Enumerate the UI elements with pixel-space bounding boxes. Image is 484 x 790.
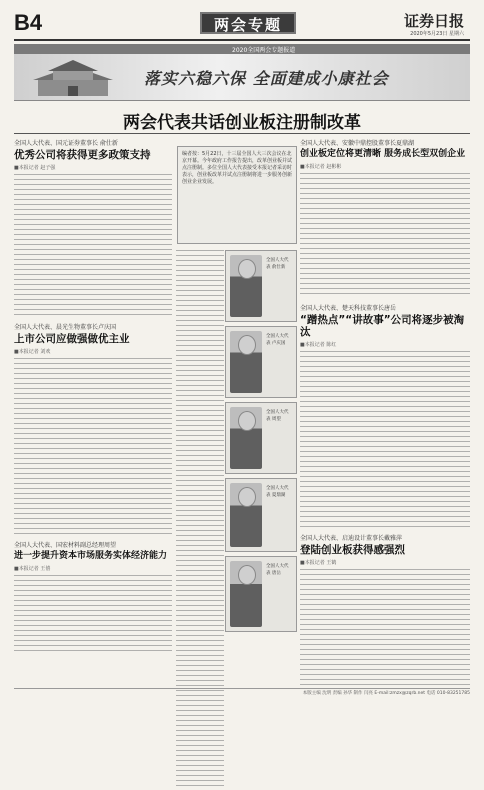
photo-caption: 全国人大代表 周望 [266,410,289,422]
article-title: 优秀公司将获得更多政策支持 [14,149,151,161]
article-byline: ■本报记者 刘欢 [14,349,51,355]
article-title: 登陆创业板获得感强烈 [300,544,405,556]
banner-slogan: 落实六稳六保 全面建成小康社会 [144,69,389,88]
page-number: B4 [14,10,43,35]
article-body [14,575,172,653]
article-body [14,358,172,534]
special-banner [14,44,470,101]
editor-note-box [177,146,297,244]
portrait-head [238,565,256,585]
right-column [300,138,470,687]
article-title: 创业板定位将更清晰 服务成长型双创企业 [300,149,466,159]
tiananmen-icon [28,58,118,98]
editor-note-text: 编者按：5月22日，十三届全国人大三次会议在北京开幕。今年政府工作报告提出，改革创业板并试点注册制。多位全国人大代表接受本报记者采访时表示，创业板改革并试点注册制将进一步服务创新创业企业发展。 [182,151,293,185]
photo-caption: 全国人大代表 唐岳 [266,564,289,576]
article-kicker: 全国人大代表、安徽中鼎控股董事长夏鼎湖 [300,140,415,147]
article-title: “蹭热点”“讲故事”公司将逐步被淘汰 [300,314,465,338]
article-body [300,351,470,527]
main-headline: 两会代表共话创业板注册制改革 [123,113,361,133]
portrait-photo [225,250,297,322]
issue-date: 2020年5月23日 星期六 [410,31,464,37]
article-byline: ■本报记者 王僖 [14,566,51,572]
page-footer: 本版主编 沈明 责编 孙华 制作 闫亮 E-mail:zmzx@zqrb.net 电话 010-83251785 [14,688,470,696]
article-kicker: 全国人大代表、国元证券董事长 俞仕新 [14,140,118,147]
article-byline: ■本报记者 陈红 [300,342,337,348]
article-byline: ■本报记者 赵子强 [14,165,56,171]
portrait-head [238,487,256,507]
portrait-head [238,335,256,355]
banner-subtitle: 2020全国两会专题报道 [232,47,296,54]
column-name: 两会专题 [200,12,296,34]
article-title: 进一步提升资本市场服务实体经济能力 [14,551,168,561]
portrait-head [238,259,256,279]
article-kicker: 全国人大代表、国宏材料副总经理周望 [14,542,117,549]
photo-caption: 全国人大代表 卢庆国 [266,334,289,346]
article-body [300,569,470,687]
portrait-photo [225,402,297,474]
portrait-head [238,411,256,431]
newspaper-logo: 证券日报 [403,12,464,30]
photo-caption: 全国人大代表 俞仕新 [266,258,289,270]
header-rule [14,39,470,41]
article-body [14,174,172,316]
portrait-photo [225,556,297,632]
portrait-photo [225,478,297,552]
article-kicker: 全国人大代表、启迪设计董事长戴雅萍 [300,535,403,542]
article-kicker: 全国人大代表、晨光生物董事长卢庆国 [14,324,117,331]
left-column [14,138,172,653]
article-byline: ■本报记者 赵彬彬 [300,164,342,170]
photo-caption: 全国人大代表 夏鼎湖 [266,486,289,498]
article-body [176,250,224,790]
headline-rule [14,133,470,134]
article-title: 上市公司应做强做优主业 [14,333,130,345]
page-header [14,10,474,40]
article-body [300,173,470,297]
portrait-photo [225,326,297,398]
article-byline: ■本报记者 王鹤 [300,560,337,566]
article-kicker: 全国人大代表、楚天科技董事长唐岳 [300,305,397,312]
